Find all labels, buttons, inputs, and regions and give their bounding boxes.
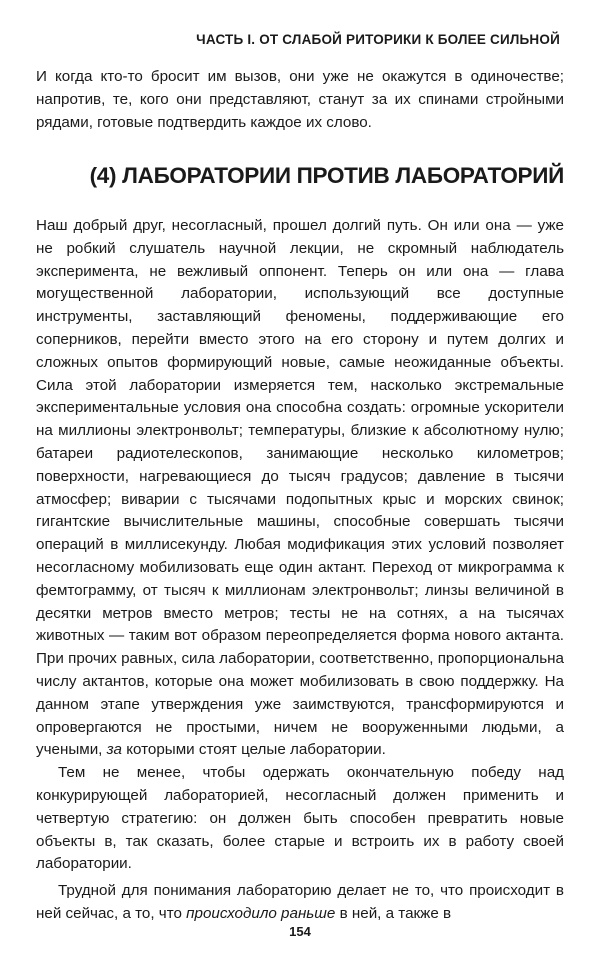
- main-text: [36, 215, 564, 926]
- paragraph-2: Тем не менее, чтобы одержать окончательную победу над конкурирующей лабораторией, несогласный должен применить и четвертую стратегию: он должен быть способен превратить новые объекты в, так сказать, более старые и встроить их в работу своей лаборатории.: [36, 764, 564, 873]
- paragraph-3-ending: в ней, а также в: [335, 904, 452, 922]
- paragraph-3-emphasis: происходило раньше: [186, 904, 336, 922]
- paragraph-1-text: Наш добрый друг, несогласный, прошел долгий путь. Он или она — уже не робкий слушатель научной лекции, не скромный наблюдатель эксперимента, не вежливый оппонент. Теперь он или она — глава могущественной лаборатории, использующий все доступные инструменты, заставляющий феномены, поддерживающие его соперников, перейти вместо этого на его сторону и путем долгих и сложных опытов формирующий новые, самые неожиданные объекты. Сила этой лаборатории измеряется тем, насколько экстремальные экспериментальные условия она способна создать: огромные ускорители на миллионы электронвольт; температуры, близкие к абсолютному нулю; батареи радиотелескопов, занимающие несколько километров; поверхности, нагревающиеся до тысяч градусов; давление в тысячи атмосфер; виварии с тысячами подопытных крыс и морских свинок; гигантские вычислительные машины, способные совершать тысячи операций в миллисекунду. Любая модификация этих условий позволяет несогласному мобилизовать еще один актант. Переход от микрограмма к фемтограмму, от тысяч к миллионам электронвольт; линзы величиной в десятки метров вместо метров; тесты не на сотнях, а на тысячах животных — таким вот образом переопределяется форма нового актанта. При прочих равных, сила лаборатории, соответственно, пропорциональна числу актантов, которые она может мобилизовать в свою поддержку. На данном этапе утверждения уже заимствуются, трансформируются и опровергаются не простыми, ничем не вооруженными людьми, а учеными,: [36, 217, 564, 759]
- paragraph-1-emphasis: за: [106, 741, 122, 759]
- paragraph-1-ending: которыми стоят целые лаборатории.: [121, 741, 386, 759]
- paragraph-3: [36, 880, 564, 926]
- page-number: 154: [289, 924, 311, 939]
- intro-paragraph: И когда кто-то бросит им вызов, они уже не окажутся в одиночестве; напротив, те, кого они представляют, станут за их спинами стройными рядами, готовые подтвердить каждое их слово.: [36, 68, 564, 131]
- paragraph-3-text: Трудной для понимания лабораторию делает не то, что происходит в ней сейчас, а то, что: [36, 882, 564, 922]
- section-heading: (4) ЛАБОРАТОРИИ ПРОТИВ ЛАБОРАТОРИЙ: [89, 163, 564, 188]
- paragraph-1: [36, 215, 564, 762]
- running-header: ЧАСТЬ I. ОТ СЛАБОЙ РИТОРИКИ К БОЛЕЕ СИЛЬНОЙ: [196, 32, 560, 47]
